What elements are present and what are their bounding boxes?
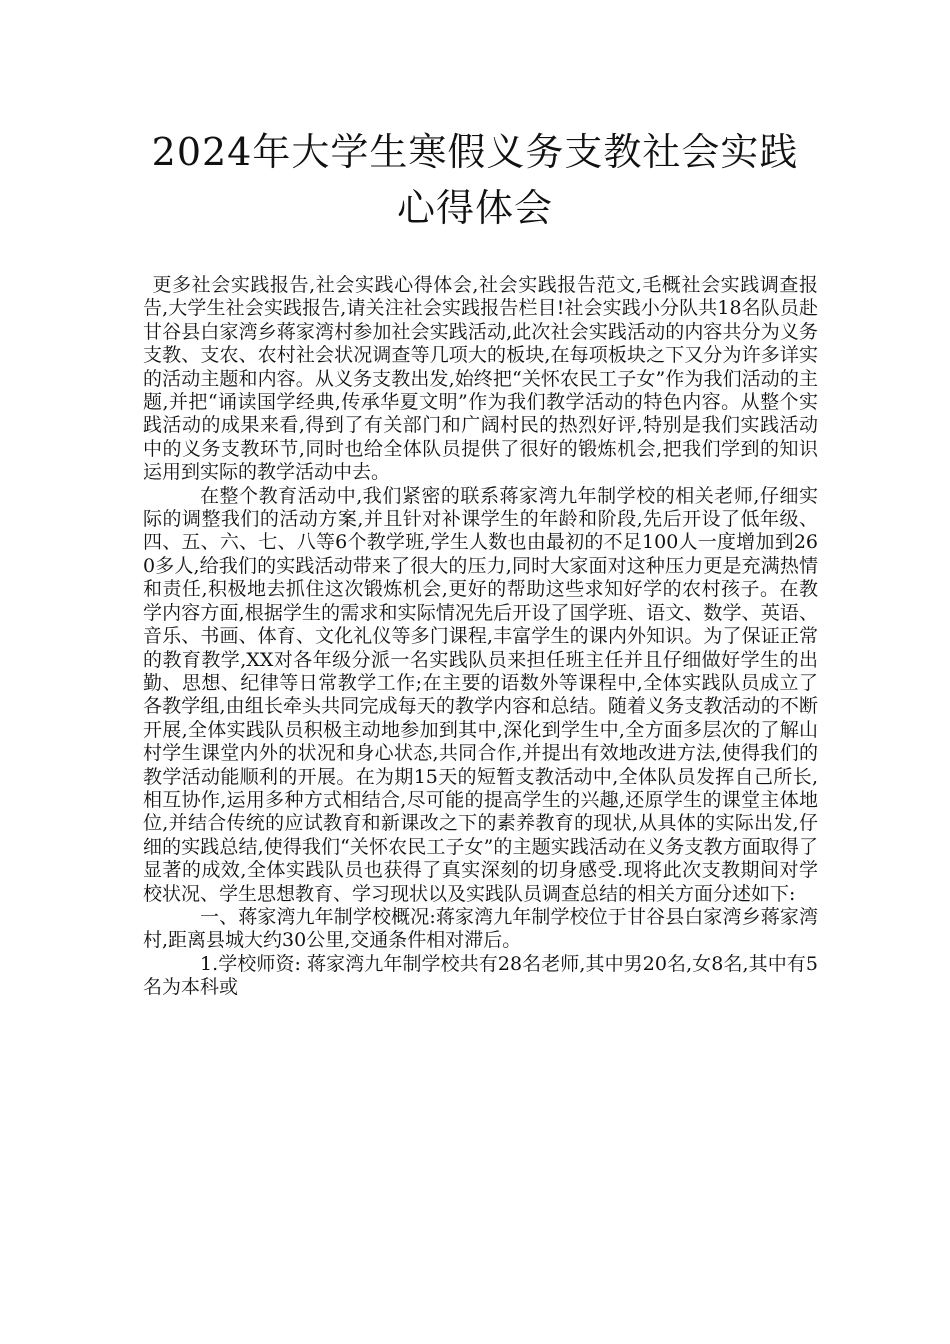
paragraph-school-overview: 一、蒋家湾九年制学校概况:蒋家湾九年制学校位于甘谷县白家湾乡蒋家湾村,距离县城大约30公里,交通条件相对滞后。 — [143, 905, 818, 952]
document-title: 2024年大学生寒假义务支教社会实践心得体会 — [151, 130, 799, 230]
paragraph-school-teachers: 1.学校师资: 蒋家湾九年制学校共有28名老师,其中男20名,女8名,其中有5名为本科或 — [143, 952, 818, 999]
paragraph-intro: 更多社会实践报告,社会实践心得体会,社会实践报告范文,毛概社会实践调查报告,大学生社会实践报告,请关注社会实践报告栏目!社会实践小分队共18名队员赴甘谷县白家湾乡蒋家湾村参加社会实践活动,此次社会实践活动的内容共分为义务支教、支农、农村社会状况调查等几项大的板块,在每项板块之下又分为许多详实的活动主题和内容。从义务支教出发,始终把“关怀农民工子女”作为我们活动的主题,并把“诵读国学经典,传承华夏文明”作为我们教学活动的特色内容。从整个实践活动的成果来看,得到了有关部门和广阔村民的热烈好评,特别是我们实践活动中的义务支教环节,同时也给全体队员提供了很好的锻炼机会,把我们学到的知识运用到实际的教学活动中去。 — [143, 274, 818, 484]
document-body — [143, 274, 818, 1000]
paragraph-teaching-activities: 在整个教育活动中,我们紧密的联系蒋家湾九年制学校的相关老师,仔细实际的调整我们的活动方案,并且针对补课学生的年龄和阶段,先后开设了低年级、四、五、六、七、八等6个教学班,学生人数也由最初的不足100人一度增加到260多人,给我们的实践活动带来了很大的压力,同时大家面对这种压力更是充满热情和责任,积极地去抓住这次锻炼机会,更好的帮助这些求知好学的农村孩子。在教学内容方面,根据学生的需求和实际情况先后开设了国学班、语文、数学、英语、音乐、书画、体育、文化礼仪等多门课程,丰富学生的课内外知识。为了保证正常的教育教学,XX对各年级分派一名实践队员来担任班主任并且仔细做好学生的出勤、思想、纪律等日常教学工作;在主要的语数外等课程中,全体实践队员成立了各教学组,由组长牵头共同完成每天的教学内容和总结。随着义务支教活动的不断开展,全体实践队员积极主动地参加到其中,深化到学生中,全方面多层次的了解山村学生课堂内外的状况和身心状态,共同合作,并提出有效地改进方法,使得我们的教学活动能顺利的开展。在为期15天的短暂支教活动中,全体队员发挥自己所长,相互协作,运用多种方式相结合,尽可能的提高学生的兴趣,还原学生的课堂主体地位,并结合传统的应试教育和新课改之下的素养教育的现状,从具体的实际出发,仔细的实践总结,使得我们“关怀农民工子女”的主题实践活动在义务支教方面取得了显著的成效,全体实践队员也获得了真实深刻的切身感受.现将此次支教期间对学校状况、学生思想教育、学习现状以及实践队员调查总结的相关方面分述如下: — [143, 484, 818, 905]
